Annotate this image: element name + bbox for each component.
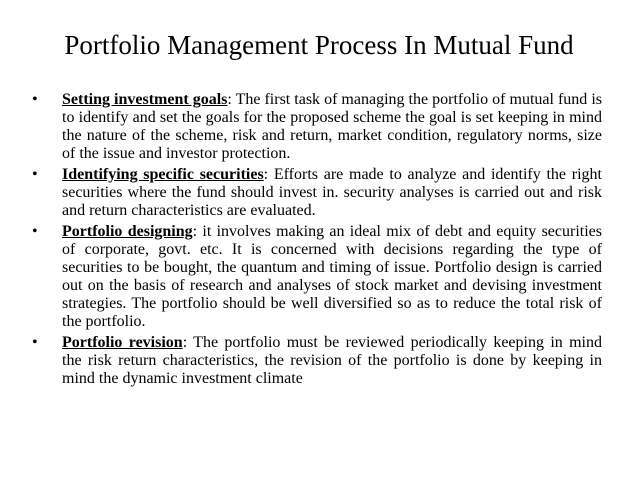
bullet-icon: •: [32, 91, 38, 108]
slide-title: Portfolio Management Process In Mutual Fund: [64, 30, 574, 60]
bullet-term: Portfolio revision: [62, 334, 183, 351]
bullet-item-setting-goals: [32, 91, 602, 163]
bullet-icon: •: [32, 223, 38, 240]
bullet-list: [32, 91, 602, 391]
bullet-item-portfolio-revision: [32, 334, 602, 388]
bullet-term: Setting investment goals: [62, 91, 228, 108]
bullet-item-portfolio-designing: [32, 223, 602, 331]
bullet-text: : it involves making an ideal mix of debt and equity securities of corporate, govt. etc. It is concerned with decisions regarding the type of securities to be bought, the quantum and timing of issue. Portfolio design is carried out on the basis of research and analyses of stock market and devising investment strategies. The portfolio should be well diversified so as to reduce the total risk of the portfolio.: [62, 223, 602, 330]
bullet-icon: •: [32, 166, 38, 183]
bullet-text: : The portfolio must be reviewed periodically keeping in mind the risk return characteristics, the revision of the portfolio is done by keeping in mind the dynamic investment climate: [62, 334, 602, 387]
bullet-text: : Efforts are made to analyze and identify the right securities where the fund should invest in. security analyses is carried out and risk and return characteristics are evaluated.: [62, 166, 602, 219]
bullet-item-identifying-securities: [32, 166, 602, 220]
bullet-text: : The first task of managing the portfolio of mutual fund is to identify and set the goals for the proposed scheme the goal is set keeping in mind the nature of the scheme, risk and return, market condition, regulatory norms, size of the issue and investor protection.: [62, 91, 602, 162]
bullet-term: Identifying specific securities: [62, 166, 264, 183]
bullet-term: Portfolio designing: [62, 223, 193, 240]
bullet-icon: •: [32, 334, 38, 351]
